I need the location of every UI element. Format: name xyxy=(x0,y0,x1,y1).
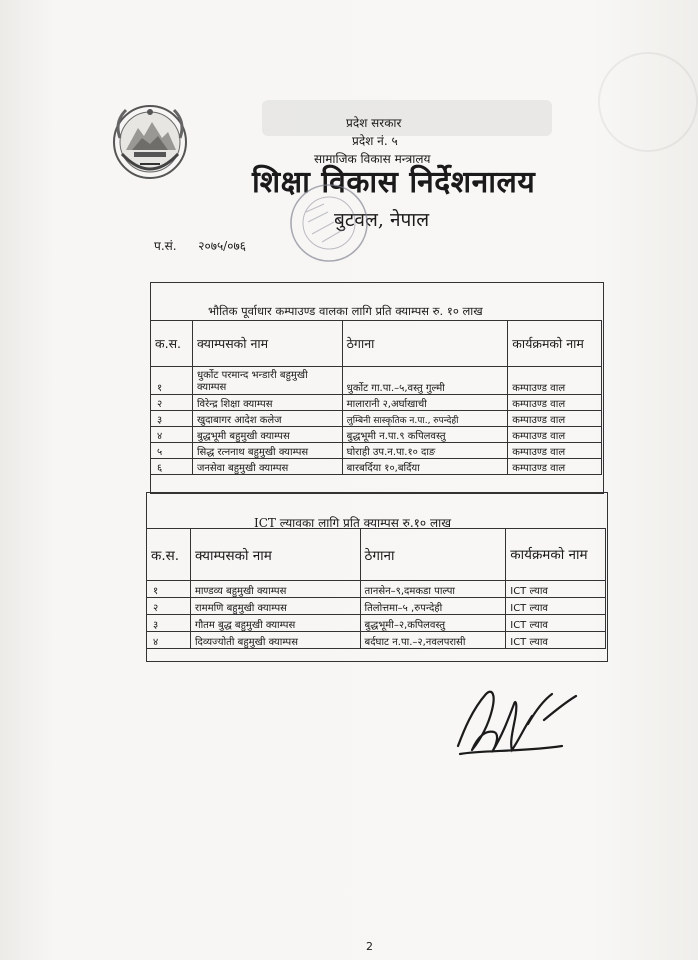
campus-name: दिव्यज्योती बहुमुखी क्याम्पस xyxy=(190,632,360,649)
campus-name: खुदाबागर आदेश कलेज xyxy=(192,411,342,427)
serial-number: १ xyxy=(151,367,193,395)
campus-address: बुद्धभूमी–२,कपिलवस्तु xyxy=(360,615,506,632)
nepal-emblem-logo xyxy=(108,98,192,182)
serial-number: १ xyxy=(147,581,191,598)
reference-value: २०७५/०७६ xyxy=(198,239,246,253)
column-header: क्याम्पसको नाम xyxy=(190,529,360,581)
header-province: प्रदेश नं. ५ xyxy=(352,134,398,148)
campus-address: तिलोत्तमा–५ ,रुपन्देही xyxy=(360,598,506,615)
column-header: क.स. xyxy=(151,321,193,367)
campus-address: मालारानी २,अर्घाखाची xyxy=(342,395,508,411)
header-government: प्रदेश सरकार xyxy=(346,116,402,130)
table-row xyxy=(151,367,602,395)
serial-number: ४ xyxy=(147,632,191,649)
campus-name: राममणि बहुमुखी क्याम्पस xyxy=(190,598,360,615)
table-row xyxy=(147,581,606,598)
program-name: ICT ल्याव xyxy=(506,615,606,632)
table-row xyxy=(151,427,602,443)
campus-address: तानसेन–९,दमकडा पाल्पा xyxy=(360,581,506,598)
table-header-row xyxy=(151,321,602,367)
office-location: बुटवल, नेपाल xyxy=(334,209,430,231)
reference-number xyxy=(154,237,246,254)
program-name: कम्पाउण्ड वाल xyxy=(508,395,602,411)
serial-number: ३ xyxy=(147,615,191,632)
program-name: ICT ल्याव xyxy=(506,598,606,615)
campus-address: लुम्बिनी सास्कृतिक न.पा., रुपन्देही xyxy=(342,411,508,427)
table-row xyxy=(147,598,606,615)
serial-number: २ xyxy=(151,395,193,411)
table2-caption: ICT ल्यावका लागि प्रति क्याम्पस रु.१० लाख xyxy=(254,516,452,530)
column-header: ठेगाना xyxy=(360,529,506,581)
campus-address: धुर्कोट गा.पा.–५,वस्तु गुल्मी xyxy=(342,367,508,395)
campus-address: बारबर्दिया १०,बर्दिया xyxy=(342,459,508,475)
program-name: कम्पाउण्ड वाल xyxy=(508,411,602,427)
column-header: ठेगाना xyxy=(342,321,508,367)
bleed-through xyxy=(262,100,552,136)
table1-caption: भौतिक पूर्वाधार कम्पाउण्ड वालका लागि प्रति क्याम्पस रु. १० लाख xyxy=(208,304,483,318)
serial-number: ६ xyxy=(151,459,193,475)
program-name: ICT ल्याव xyxy=(506,581,606,598)
table-row xyxy=(151,443,602,459)
program-name: कम्पाउण्ड वाल xyxy=(508,427,602,443)
campus-name: विरेन्द्र शिक्षा क्याम्पस xyxy=(192,395,342,411)
column-header: क.स. xyxy=(147,529,191,581)
table-row xyxy=(151,395,602,411)
table-row xyxy=(151,411,602,427)
serial-number: ४ xyxy=(151,427,193,443)
table-row xyxy=(151,459,602,475)
handwritten-signature xyxy=(452,680,582,762)
serial-number: ५ xyxy=(151,443,193,459)
program-name: कम्पाउण्ड वाल xyxy=(508,367,602,395)
campus-address: घोराही उप.न.पा.१० दाङ xyxy=(342,443,508,459)
campus-address: बुद्धभूमी न.पा.९ कपिलवस्तु xyxy=(342,427,508,443)
column-header: कार्यक्रमको नाम xyxy=(506,529,606,581)
program-name: कम्पाउण्ड वाल xyxy=(508,459,602,475)
serial-number: ३ xyxy=(151,411,193,427)
table-header-row xyxy=(147,529,606,581)
reference-label: प.सं. xyxy=(154,239,177,253)
campus-name: जनसेवा बहुमुखी क्याम्पस xyxy=(192,459,342,475)
office-stamp xyxy=(288,182,370,264)
program-name: ICT ल्याव xyxy=(506,632,606,649)
campus-name: धुर्कोट परमान्द भन्डारी बहुमुखी क्याम्पस xyxy=(192,367,342,395)
bleed-through-circle xyxy=(598,52,698,152)
ict-lab-table xyxy=(146,528,606,649)
office-title: शिक्षा विकास निर्देशनालय xyxy=(252,165,536,200)
header-ministry: सामाजिक विकास मन्त्रालय xyxy=(314,152,431,166)
table-row xyxy=(147,615,606,632)
page-number: 2 xyxy=(366,940,373,953)
campus-name: बुद्धभूमी बहुमुखी क्याम्पस xyxy=(192,427,342,443)
serial-number: २ xyxy=(147,598,191,615)
campus-address: बर्दघाट न.पा.–२,नवलपरासी xyxy=(360,632,506,649)
compound-wall-table xyxy=(150,320,602,475)
column-header: क्याम्पसको नाम xyxy=(192,321,342,367)
program-name: कम्पाउण्ड वाल xyxy=(508,443,602,459)
campus-name: सिद्ध रत्ननाथ बहुमुखी क्याम्पस xyxy=(192,443,342,459)
column-header: कार्यक्रमको नाम xyxy=(508,321,602,367)
campus-name: माण्डव्य बहुमुखी क्याम्पस xyxy=(190,581,360,598)
table-row xyxy=(147,632,606,649)
campus-name: गौतम बुद्ध बहुमुखी क्याम्पस xyxy=(190,615,360,632)
